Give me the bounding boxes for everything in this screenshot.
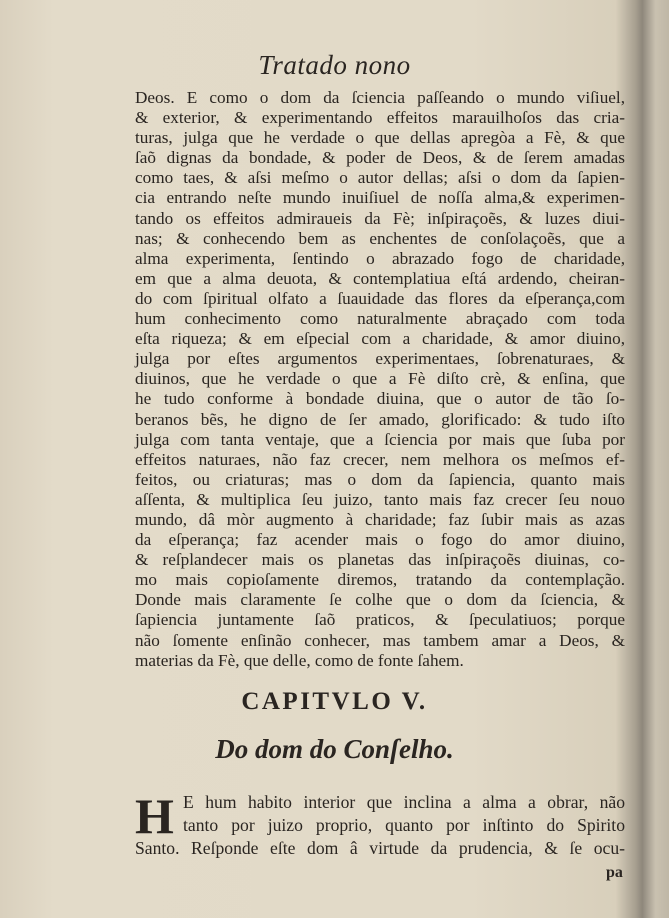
text-line: tando os effeitos admiraueis da Fè; inſpiraçoẽs, & luzes diui- <box>135 208 625 228</box>
text-line: tanto por juizo proprio, quanto por inſtinto do Spirito <box>183 815 625 835</box>
text-line: não ſomente enſinão conhecer, mas tambem amar a Deos, & <box>135 630 625 650</box>
running-head: Tratado nono <box>258 50 411 80</box>
chapter-paragraph <box>135 788 625 860</box>
text-line: em que a alma deuota, & contemplatiua eſtá ardendo, cheiran- <box>135 268 625 288</box>
chapter-heading: CAPITVLO V. <box>241 688 428 715</box>
text-line: materias da Fè, que delle, como de fonte ſahem. <box>135 650 464 670</box>
drop-cap: H <box>135 788 174 844</box>
text-line: como taes, & aſsi meſmo o autor dellas; aſsi o dom da ſapien- <box>135 168 625 188</box>
text-line: alma experimenta, ſentindo o abrazado fogo de charidade, <box>135 248 625 268</box>
text-line: do com ſpiritual olfato a ſuauidade das flores da eſperança,com <box>135 288 625 308</box>
text-line: E hum habito interior que inclina a alma a obrar, não <box>183 792 625 812</box>
body-text <box>135 88 625 671</box>
text-line: turas, julga que he verdade o que dellas apregòa a Fè, & que <box>135 128 625 148</box>
text-line: & exterior, & experimentando effeitos marauilhoſos das cria- <box>135 108 625 128</box>
text-line: feitos, ou criaturas; mas o dom da ſapiencia, quanto mais <box>135 469 625 489</box>
text-line: & reſplandecer mais os planetas das inſpiraçoẽs diuinas, co- <box>135 550 625 570</box>
text-line: diuinos, que he verdade o que a Fè diſto crè, & enſina, que <box>135 369 625 389</box>
text-line: ſaõ dignas da bondade, & poder de Deos, & de ſerem amadas <box>135 148 625 168</box>
text-line: Donde mais claramente ſe colhe que o dom da ſciencia, & <box>135 590 625 610</box>
text-line: he tudo conforme à bondade diuina, que o autor de tão ſo- <box>135 389 625 409</box>
text-line: mundo, dâ mòr augmento à charidade; faz ſubir mais as azas <box>135 509 625 529</box>
text-line: effeitos naturaes, não faz crecer, nem melhora os meſmos ef- <box>135 449 625 469</box>
text-line: Santo. Reſponde eſte dom â virtude da prudencia, & ſe ocu- <box>135 838 625 858</box>
text-line: beranos bẽs, he digno de ſer amado, glorificado: & tudo iſto <box>135 409 625 429</box>
catchword: pa <box>606 864 623 881</box>
text-line: eſta riqueza; & em eſpecial com a charidade, & amor diuino, <box>135 329 625 349</box>
text-line: ſapiencia juntamente ſaõ praticos, & ſpeculatiuos; porque <box>135 610 625 630</box>
text-line: julga por eſtes argumentos experimentaes, ſobrenaturaes, & <box>135 349 625 369</box>
text-line: aſſenta, & multiplica ſeu juizo, tanto mais faz crecer ſeu nouo <box>135 489 625 509</box>
text-line: hum conhecimento como naturalmente abraçado com toda <box>135 309 625 329</box>
text-line: mo mais copioſamente diremos, tratando da contemplação. <box>135 570 625 590</box>
text-line: julga com tanta ventaje, que a ſciencia por mais que ſuba por <box>135 429 625 449</box>
text-line: da eſperança; faz acender mais o fogo do amor diuino, <box>135 530 625 550</box>
chapter-title: Do dom do Conſelho. <box>215 734 454 764</box>
text-line: Deos. E como o dom da ſciencia paſſeando o mundo viſiuel, <box>135 88 625 107</box>
text-line: cia entrando neſte mundo inuiſiuel de noſſa alma,& experimen- <box>135 188 625 208</box>
text-line: nas; & conhecendo bem as enchentes de conſolaçoẽs, que a <box>135 228 625 248</box>
